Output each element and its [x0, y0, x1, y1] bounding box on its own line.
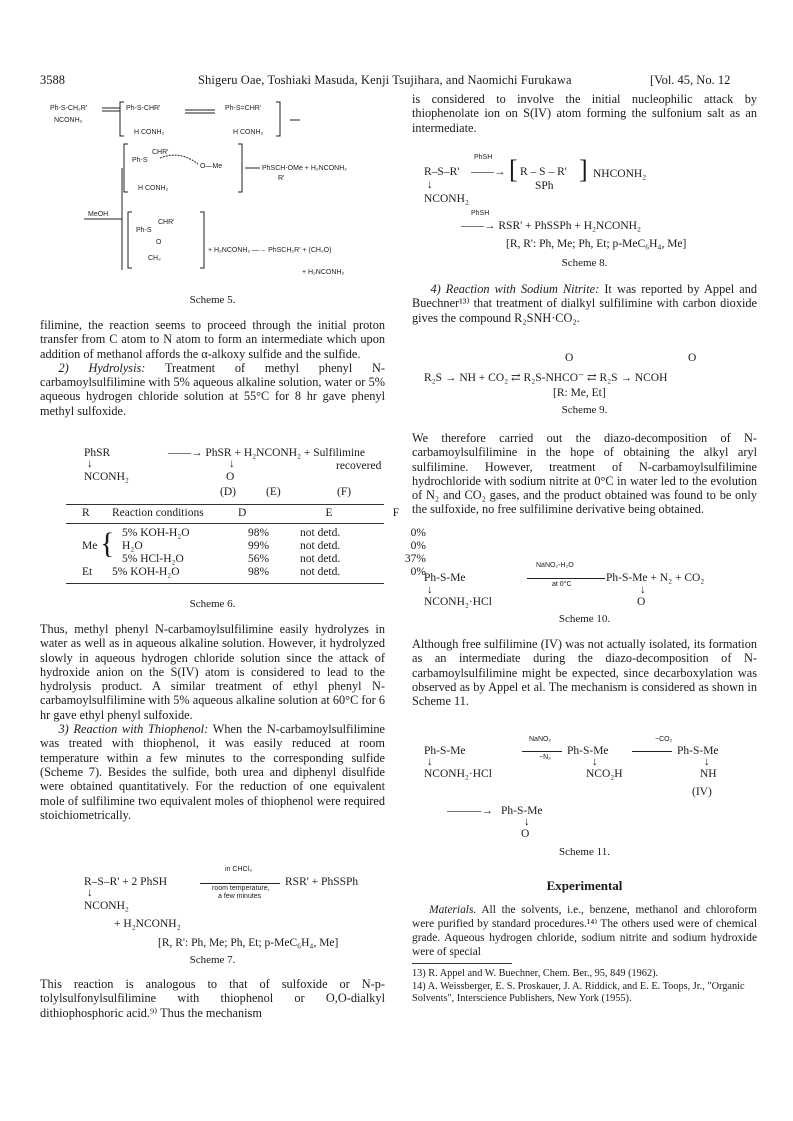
s11-arrow-down-a: ↓	[427, 756, 433, 768]
s6-reactant: PhSR	[84, 447, 111, 459]
s8-inter: R – S – R'	[520, 166, 567, 178]
s5-r1-right-n: H CONH₂	[233, 129, 264, 136]
s9-o1: O	[565, 352, 574, 364]
s5-r2-chr: CHR'	[152, 149, 169, 156]
s11-b-n: NCO₂H	[586, 768, 623, 780]
s10-cond-top: NaNO₂-H₂O	[536, 562, 574, 569]
s8-bracket-open: [	[509, 155, 518, 184]
s8-left-n: NCONH₂	[424, 193, 469, 205]
s11-arrow-2	[632, 751, 672, 752]
scheme-6-label: Scheme 6.	[189, 598, 236, 610]
s11-c2-top: −CO₂	[655, 736, 673, 743]
s7-r: [R, R': Ph, Me; Ph, Et; p-MeC₆H₄, Me]	[158, 937, 339, 949]
th-f: F	[392, 507, 400, 519]
s10-cond-bot: at 0°C	[552, 581, 572, 588]
s11-a-n: NCONH₂·HCl	[424, 768, 492, 780]
s6-label-d: (D)	[220, 486, 236, 498]
experimental-heading: Experimental	[546, 878, 623, 893]
s9-o2: O	[688, 352, 697, 364]
scheme-5-label: Scheme 5.	[189, 294, 236, 306]
th-d: D	[238, 507, 247, 519]
s5-r2-left: Ph-S	[132, 157, 148, 164]
right-para-4: Although free sulfilimine (IV) was not actually isolated, its formation as an intermediate during the diazo-decomposition of N-carbamoylsulfilimine might be expected, since decarboxylation was observed as by Appel et al. The mechanism is considered as shown in Scheme 11.	[412, 637, 757, 709]
s6-reactant-n: NCONH₂	[84, 471, 129, 483]
s6-recovered: recovered	[336, 460, 382, 472]
s11-c-n: NH	[700, 768, 717, 780]
s8-arrow-down: ↓	[427, 179, 433, 191]
scheme-9-label: Scheme 9.	[561, 404, 608, 416]
s7-prod: RSR' + PhSSPh	[285, 876, 359, 888]
s5-r3-ch2: CH₂	[148, 255, 161, 262]
s5-r1-right: Ph-S=CHR'	[225, 105, 262, 112]
s9-r: [R: Me, Et]	[553, 387, 606, 399]
scheme-11-label: Scheme 11.	[559, 846, 610, 858]
table-row: 5% KOH-H₂O 98% not detd. 0%	[122, 527, 426, 539]
s6-products: ——→ PhSR + H₂NCONH₂ + Sulfilimine	[168, 447, 366, 459]
s7-cond-bot1: room temperature,	[212, 885, 270, 892]
left-para-3: Thus, methyl phenyl N-carbamoylsulfilimine easily hydrolyzes in water as well as in aqueous alkaline solution. However, it hydrolyzed slowly in aqueous hydrogen chloride solution since the attack of hydroxide anion on the S(IV) atom is considered to lead to the hydrolysis product. A similar treatment of ethyl phenyl N-carbamoylsulfilimine with 5% aqueous alkaline solution at 60°C for 6 hr gave ethyl phenyl sulfoxide.	[40, 622, 385, 722]
s7-cond-bot2: a few minutes	[218, 893, 262, 900]
s5-r1-left-n: NCONH₂	[54, 117, 83, 124]
s6-o: O	[226, 471, 235, 483]
s5-r2-h: H CONH₂	[138, 185, 169, 192]
running-head-authors: Shigeru Oae, Toshiaki Masuda, Kenji Tsujihara, and Naomichi Furukawa	[198, 73, 572, 87]
s5-r3-prod2: + H₂NCONH₂	[302, 269, 345, 276]
s5-r3-prod: + H₂NCONH₂ —→ PhSCH₂R' + (CH₂O)	[208, 247, 332, 254]
s5-r1-mid-n: H CONH₂	[134, 129, 165, 136]
s11-c1-top: NaNO₂	[529, 736, 552, 743]
footnote-rule	[412, 963, 512, 964]
th-conditions: Reaction conditions	[112, 507, 204, 519]
s7-arrow-down: ↓	[87, 887, 93, 899]
s5-meoh: MeOH	[88, 211, 109, 218]
s5-r3-chr: CHR'	[158, 219, 175, 226]
brace: {	[100, 527, 115, 560]
hydrolysis-heading: 2) Hydrolysis:	[58, 360, 146, 375]
s6-arrow-down: ↓	[87, 458, 93, 470]
footnote-14: 14) A. Weissberger, E. S. Proskauer, J. A. Riddick, and E. E. Toops, Jr., "Organic Solvents", Interscience Publishers, New York (1955).	[412, 980, 745, 1004]
s5-r2-ome: O—Me	[200, 163, 223, 170]
th-r: R	[82, 507, 90, 519]
left-para-4	[40, 722, 385, 822]
s8-anion: NHCONH₂	[593, 168, 647, 180]
s11-arrow-down-c: ↓	[704, 756, 710, 768]
s5-r1-mid: Ph-S-CHR'	[126, 105, 161, 112]
s10-left-n: NCONH₂·HCl	[424, 596, 492, 608]
s11-a: Ph-S-Me	[424, 745, 466, 757]
s11-c1-bot: −N₂	[539, 754, 551, 761]
s9-eq: R₂S → NH + CO₂ ⇄ R₂S-NHCO⁻ ⇄ R₂S → NCOH	[424, 372, 668, 384]
s11-c-label: (IV)	[692, 786, 712, 798]
s10-left: Ph-S-Me	[424, 572, 466, 584]
s8-prod: ——→ RSR' + PhSSPh + H₂NCONH₂	[461, 220, 641, 232]
scheme-7-label: Scheme 7.	[189, 954, 236, 966]
right-para-3: We therefore carried out the diazo-decomposition of N-carbamoylsulfilimine in the hope of obtaining the alkyl aryl sulfilimine. However, treatment of N-carbamoylsulfilimine hydrochloride with sodium nitrite at 0°C in water led to the evolution of N₂ and CO₂ gases, and the product obtained was found to be only the sulfoxide, no free sulfilimine derivative being obtained.	[412, 431, 757, 517]
scheme-6-table-body	[78, 527, 430, 579]
s5-r3-o: O	[156, 239, 162, 246]
s7-cond-top: in CHCl₃	[225, 866, 252, 873]
scheme-10-label: Scheme 10.	[558, 613, 611, 625]
s6-arrow-down-2: ↓	[229, 458, 235, 470]
s10-arrow-down-2: ↓	[640, 584, 646, 596]
s5-r1-left: Ph-S-CH₂R'	[50, 105, 88, 112]
s10-o: O	[637, 596, 646, 608]
s11-b: Ph-S-Me	[567, 745, 609, 757]
s11-d-o: O	[521, 828, 530, 840]
footnotes	[412, 968, 757, 1006]
s11-arrow-down-d: ↓	[524, 816, 530, 828]
table-row: Et 5% KOH-H₂O 98% not detd. 0%	[82, 566, 426, 578]
nitrite-heading: 4) Reaction with Sodium Nitrite:	[430, 282, 600, 296]
s7-arrow	[200, 883, 280, 884]
running-head-volume: [Vol. 45, No. 12	[650, 73, 731, 87]
s11-c: Ph-S-Me	[677, 745, 719, 757]
footnote-13: 13) R. Appel and W. Buechner, Chem. Ber., 95, 849 (1962).	[412, 968, 659, 979]
s5-r2-prod: PhSCH-OMe + H₂NCONH₂	[262, 165, 347, 172]
table-row: Me H₂O 99% not detd. 0%	[82, 540, 426, 552]
scheme-8-label: Scheme 8.	[561, 257, 608, 269]
s10-prod: Ph-S-Me + N₂ + CO₂	[606, 572, 705, 584]
s6-label-e: (E)	[266, 486, 281, 498]
s8-inter-sph: SPh	[535, 180, 554, 192]
left-para-1: filimine, the reaction seems to proceed through the initial proton transfer from C atom to N atom to form an intermediate which upon addition of methanol affords the α-alkoxy sulfide and the sulfide.	[40, 318, 385, 361]
left-para-2	[40, 361, 385, 418]
scheme-6-table	[78, 507, 420, 520]
scheme-5	[40, 92, 385, 307]
s7-n: NCONH₂	[84, 900, 129, 912]
s8-phsh: PhSH	[474, 154, 493, 161]
s8-bracket-close: ]	[579, 155, 588, 184]
s8-phsh2: PhSH	[471, 210, 490, 217]
s7-urea: + H₂NCONH₂	[114, 918, 181, 930]
materials-heading: Materials.	[429, 904, 477, 916]
page-number: 3588	[40, 73, 65, 87]
s10-arrow	[527, 578, 605, 579]
hydrolysis-text: Treatment of methyl phenyl N-carbamoylsulfilimine with 5% aqueous alkaline solution, water or 5% aqueous hydrogen chloride solution at 55°C for 8 hr gave phenyl methyl sulfoxide.	[40, 360, 385, 418]
materials-text: All the solvents, i.e., benzene, methanol and chloroform were purified by standard procedures.¹⁴⁾ The others used were of chemical grade. Aqueous hydrogen chloride, sodium nitrite and sodium hydroxide were of special	[412, 904, 757, 958]
table-row: 5% HCl-H₂O 56% not detd. 37%	[122, 553, 426, 565]
s11-arrow-1	[522, 751, 562, 752]
right-para-5	[412, 903, 757, 959]
s8-r: [R, R': Ph, Me; Ph, Et; p-MeC₆H₄, Me]	[506, 238, 687, 250]
table-header-row	[78, 507, 420, 520]
s7-eq: R–S–R' + 2 PhSH	[84, 876, 168, 888]
thiophenol-heading: 3) Reaction with Thiophenol:	[58, 722, 209, 737]
th-e: E	[325, 507, 333, 519]
s6-label-f: (F)	[337, 486, 352, 498]
right-para-1: is considered to involve the initial nucleophilic attack by thiophenolate ion on S(IV) atom forming the sulfonium salt as an intermediate.	[412, 92, 757, 135]
left-para-5: This reaction is analogous to that of sulfoxide or N-p-tolylsulfonylsulfilimine with thiophenol or O,O-dialkyl dithiophosphoric acid.⁹⁾ Thus the mechanism	[40, 977, 385, 1020]
s5-r2-prod-r: R'	[278, 175, 285, 182]
s5-r3-left: Ph-S	[136, 227, 152, 234]
s11-arrow-down-b: ↓	[592, 756, 598, 768]
right-para-2	[412, 282, 757, 325]
s8-left: R–S–R'	[424, 166, 460, 178]
s10-arrow-down: ↓	[427, 584, 433, 596]
scheme-5-diagram	[40, 92, 385, 307]
thiophenol-text: When the N-carbamoylsulfilimine was treated with thiophenol, it was easily reduced at room temperature within a few minutes to the corresponding sulfide (Scheme 7). Besides the sulfide, both urea and diphenyl disulfide were obtained quantitatively. For the reduction of one equivalent mole of sulfilimine two equivalent moles of thiophenol were required stoichiometrically.	[40, 722, 385, 822]
s8-arrow: ——→	[471, 166, 506, 178]
s11-d: Ph-S-Me	[501, 805, 543, 817]
nitrite-text: It was reported by Appel and Buechner¹³⁾ that treatment of dialkyl sulfilimine with carbon dioxide gives the compound R₂SNH·CO₂.	[412, 282, 757, 325]
s11-arrow-3: ———→	[447, 805, 493, 817]
